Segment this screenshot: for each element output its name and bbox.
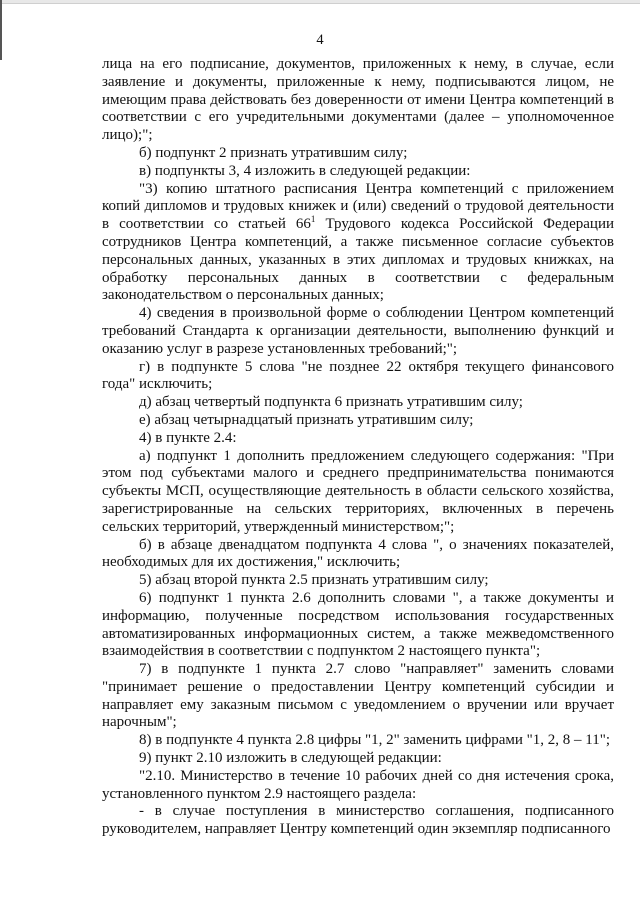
paragraph: в) подпункты 3, 4 изложить в следующей редакции: xyxy=(139,162,471,179)
page-number: 4 xyxy=(316,32,324,48)
paragraph: 8) в подпункте 4 пункта 2.8 цифры "1, 2" заменить цифрами "1, 2, 8 – 11"; xyxy=(139,732,611,749)
document-body xyxy=(102,56,614,839)
paragraph: 4) в пункте 2.4: xyxy=(139,429,237,446)
paragraph: б) подпункт 2 признать утратившим силу; xyxy=(139,144,408,161)
paragraph: г) в подпункте 5 слова "не позднее 22 октября текущего финансового года" исключить; xyxy=(102,358,614,393)
paragraph-text: "3) копию штатного расписания Центра компетенций с приложением копий дипломов и трудовых книжек и (или) сведений о трудовой деятельности в соответствии со статьей 66 xyxy=(102,180,614,233)
paragraph xyxy=(102,181,614,306)
scan-left-edge xyxy=(0,0,2,60)
paragraph: д) абзац четвертый подпункта 6 признать утратившим силу; xyxy=(139,394,523,411)
paragraph: 4) сведения в произвольной форме о соблюдении Центром компетенций требований Стандарта к организации деятельности, выполнению функций и оказанию услуг в разрезе установленных требований;"; xyxy=(102,305,614,357)
paragraph: е) абзац четырнадцатый признать утратившим силу; xyxy=(139,411,474,428)
paragraph: а) подпункт 1 дополнить предложением следующего содержания: "При этом под субъектами малого и среднего предпринимательства понимаются субъекты МСП, осуществляющие деятельность в области сельского хозяйства, зарегистрированные на сельских территориях, включенных в перечень сельских территорий, утвержденный министерством;"; xyxy=(102,447,614,535)
paragraph: "2.10. Министерство в течение 10 рабочих дней со дня истечения срока, установленного пунктом 2.9 настоящего раздела: xyxy=(102,767,614,802)
superscript: 1 xyxy=(310,214,316,225)
paragraph: - в случае поступления в министерство соглашения, подписанного руководителем, направляет Центру компетенций один экземпляр подписанного xyxy=(102,803,614,838)
paragraph: 6) подпункт 1 пункта 2.6 дополнить словами ", а также документы и информацию, полученные посредством использования государственных автоматизированных информационных систем, а также межведомственного взаимодействия в соответствии с подпунктом 2 настоящего пункта"; xyxy=(102,589,614,660)
paragraph: 9) пункт 2.10 изложить в следующей редакции: xyxy=(139,750,442,767)
paragraph: 7) в подпункте 1 пункта 2.7 слово "направляет" заменить словами "принимает решение о предоставлении Центру компетенций субсидии и направляет ему заказным письмом с уведомлением о вручении или вручает нарочным"; xyxy=(102,661,614,731)
paragraph: лица на его подписание, документов, приложенных к нему, в случае, если заявление и документы, приложенные к нему, подписываются лицом, не имеющим права действовать без доверенности от имени Центра компетенций в соответствии с его учредительными документами (далее – уполномоченное лицо);"; xyxy=(102,56,614,144)
paragraph: 5) абзац второй пункта 2.5 признать утратившим силу; xyxy=(139,572,489,589)
scan-top-edge xyxy=(0,0,640,4)
paragraph-text: Трудового кодекса Российской Федерации сотрудников Центра компетенций, а также письменное согласие субъектов персональных данных, указанных в этих дипломах и трудовых книжках, на обработку персональных данных в соответствии с федеральным законодательством о персональных данных; xyxy=(102,216,614,304)
paragraph: б) в абзаце двенадцатом подпункта 4 слова ", о значениях показателей, необходимых для их достижения," исключить; xyxy=(102,536,614,571)
